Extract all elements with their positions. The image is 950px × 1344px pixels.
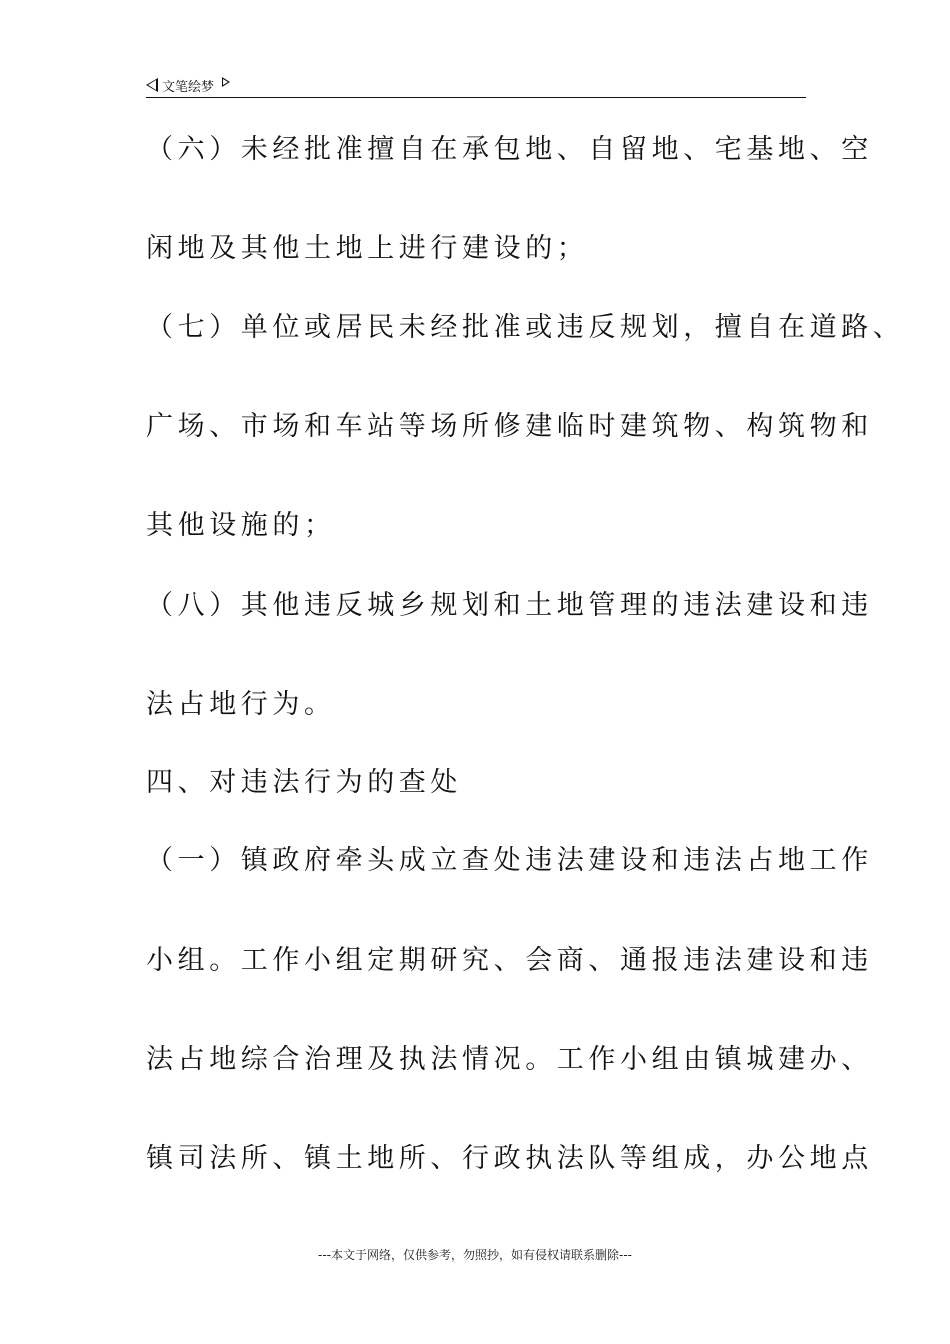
triangle-right-icon [222, 77, 230, 87]
header-title: 文笔绘梦 [162, 79, 215, 95]
body-line: 小组。工作小组定期研究、会商、通报违法建设和违 [146, 945, 873, 976]
body-line: 闲地及其他土地上进行建设的； [146, 233, 589, 264]
body-line: 其他设施的； [146, 510, 336, 541]
body-line: 法占地行为。 [146, 689, 336, 720]
body-line: （八）其他违反城乡规划和土地管理的违法建设和违 [146, 590, 873, 621]
header-divider [146, 97, 806, 98]
body-line: 广场、市场和车站等场所修建临时建筑物、构筑物和 [146, 411, 873, 442]
body-line: （七）单位或居民未经批准或违反规划，擅自在道路、 [146, 312, 905, 343]
page-header [146, 72, 806, 98]
section-heading: 四、对违法行为的查处 [146, 767, 462, 798]
body-line: （六）未经批准擅自在承包地、自留地、宅基地、空 [146, 134, 873, 165]
body-line: 法占地综合治理及执法情况。工作小组由镇城建办、 [146, 1044, 873, 1075]
body-line: （一）镇政府牵头成立查处违法建设和违法占地工作 [146, 845, 873, 876]
footer-notice: ---本文于网络，仅供参考，勿照抄，如有侵权请联系删除--- [318, 1248, 632, 1262]
triangle-left-icon [146, 78, 158, 92]
body-line: 镇司法所、镇土地所、行政执法队等组成，办公地点 [146, 1143, 873, 1174]
